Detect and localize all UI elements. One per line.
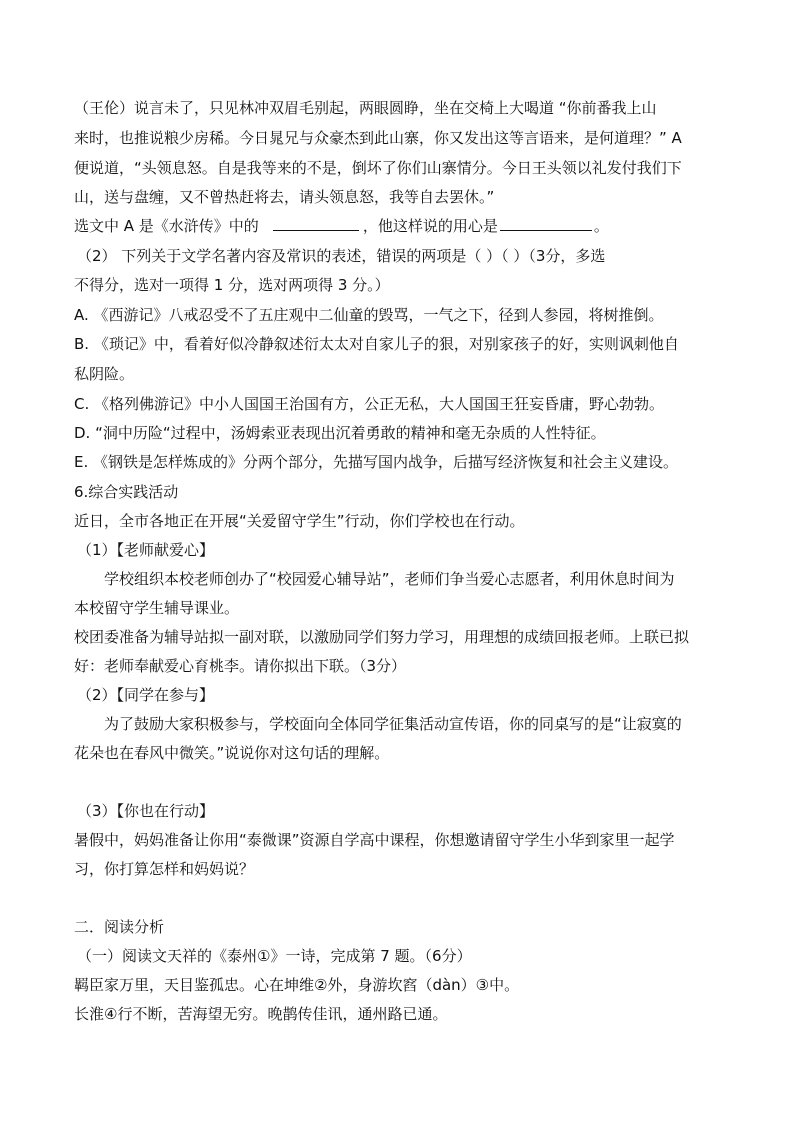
option-c: C. 《格列佛游记》中小人国国王治国有方，公正无私，大人国国王狂妄昏庸，野心勃勃。 — [74, 395, 665, 413]
fill-text-c: 。 — [593, 217, 609, 235]
part-2-subtitle: （一）阅读文天祥的《泰州①》一诗，完成第 7 题。（6分） — [77, 947, 472, 965]
answer-blank-1[interactable] — [273, 216, 359, 231]
option-a: A. 《西游记》八戒忍受不了五庄观中二仙童的毁骂，一气之下，径到人参园，将树推倒。 — [74, 306, 664, 324]
subsection-2-title: （2）【同学在参与】 — [77, 686, 215, 704]
answer-blank-2[interactable] — [500, 216, 592, 231]
subsection-2-line-2: 花朵也在春风中微笑。”说说你对这句话的理解。 — [74, 744, 390, 762]
section-6-title: 6.综合实践活动 — [74, 483, 179, 501]
question-2-line-1: （2） 下列关于文学名著内容及常识的表述，错误的两项是（ ）（ ）（3分，多选 — [77, 247, 606, 265]
poem-line-1: 羁臣家万里，天目鉴孤忠。心在坤维②外，身游坎窞（dàn）③中。 — [74, 976, 520, 994]
subsection-3-line-1: 暑假中，妈妈准备让你用“泰微课”资源自学高中课程，你想邀请留守学生小华到家里一起学 — [74, 831, 675, 849]
passage-line-2: 来时，也推说粮少房稀。今日晁兄与众豪杰到此山寨，你又发出这等言语来，是何道理？” A — [74, 129, 682, 147]
subsection-1-line-2: 本校留守学生辅导课业。 — [74, 599, 240, 617]
subsection-1-line-1: 学校组织本校老师创办了“校园爱心辅导站”，老师们争当爱心志愿者，利用休息时间为 — [104, 570, 675, 588]
fill-text-a: 选文中 A 是《水浒传》中的 — [74, 217, 259, 235]
section-6-intro: 近日，全市各地正在开展“关爱留守学生”行动，你们学校也在行动。 — [74, 512, 525, 530]
subsection-1-title: （1）【老师献爱心】 — [77, 541, 215, 559]
fill-text-b: ，他这样说的用心是 — [362, 217, 498, 235]
part-2-title: 二．阅读分析 — [74, 918, 165, 936]
question-2-line-2: 不得分，选对一项得 1 分，选对两项得 3 分。） — [74, 276, 390, 294]
poem-line-2: 长淮④行不断，苦海望无穷。晚鹊传佳讯，通州路已通。 — [74, 1005, 448, 1023]
passage-line-3: 便说道，“头领息怒。自是我等来的不是，倒坏了你们山寨情分。今日王头领以礼发付我们下 — [74, 159, 682, 177]
passage-line-4: 山，送与盘缠，又不曾热赶将去，请头领息怒，我等自去罢休。” — [74, 188, 495, 206]
fill-in-question — [74, 216, 609, 236]
subsection-3-line-2: 习，你打算怎样和妈妈说？ — [74, 860, 255, 878]
subsection-1-line-4: 好：老师奉献爱心育桃李。请你拟出下联。（3分） — [74, 657, 407, 675]
option-d: D. “洞中历险“过程中，汤姆索亚表现出沉着勇敢的精神和毫无杂质的人性特征。 — [74, 424, 606, 442]
subsection-2-line-1: 为了鼓励大家积极参与，学校面向全体同学征集活动宣传语，你的同桌写的是“让寂寞的 — [104, 715, 682, 733]
option-b: B. 《琐记》中，看着好似冷静叙述衍太太对自家儿子的狠，对别家孩子的好，实则讽刺他自 — [74, 335, 679, 353]
subsection-1-line-3: 校团委准备为辅导站拟一副对联，以激励同学们努力学习，用理想的成绩回报老师。上联已拟 — [74, 628, 690, 646]
subsection-3-title: （3）【你也在行动】 — [77, 802, 215, 820]
passage-line-1: （王伦）说言未了，只见林冲双眉毛别起，两眼圆睁，坐在交椅上大喝道 “你前番我上山 — [74, 99, 657, 117]
option-e: E. 《钢铁是怎样炼成的》分两个部分，先描写国内战争，后描写经济恢复和社会主义建设。 — [74, 453, 679, 471]
option-b-continued: 私阴险。 — [74, 365, 135, 383]
